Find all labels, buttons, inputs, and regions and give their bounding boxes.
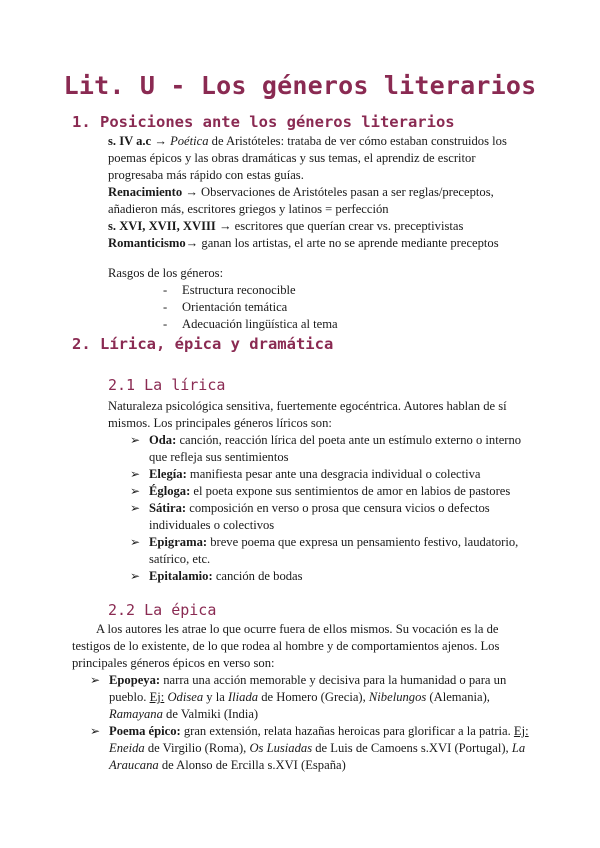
list-item: - Adecuación lingüística al tema (163, 316, 528, 333)
text: de Valmiki (India) (162, 707, 259, 721)
work-title: Eneida (109, 741, 145, 755)
lirica-body (108, 398, 530, 585)
rasgos-block (108, 265, 528, 333)
list-item (130, 432, 530, 466)
text: de Alonso de Ercilla s.XVI (España) (158, 758, 346, 772)
work-title: La Araucana (109, 741, 526, 772)
work-title: Odisea (167, 690, 204, 704)
subsection-heading-epica: 2.2 La épica (108, 601, 217, 619)
work-poetica: Poética (170, 134, 209, 148)
lirica-intro: Naturaleza psicológica sensitiva, fuertemente egocéntrica. Autores hablan de sí mismos. Los principales géneros líricos son: (108, 399, 507, 430)
text-poetica: de Aristóteles: trataba de ver cómo estaban construidos los poemas épicos y las obras dramáticas y sus temas, el aprendiz de escritor progresaba más rápido con estas guías. (108, 134, 507, 182)
text-renacimiento: Observaciones de Aristóteles pasan a ser reglas/preceptos, añadieron más, escritores griegos y latinos = perfección (108, 185, 494, 216)
paragraph-renacimiento (108, 184, 528, 218)
section-heading-2: 2. Lírica, épica y dramática (72, 335, 334, 353)
list-item (130, 483, 530, 500)
term-siglo-iv: s. IV a.c (108, 134, 152, 148)
definition: narra una acción memorable y decisiva para la humanidad o para un pueblo. (109, 673, 507, 704)
term: Epopeya: (109, 673, 161, 687)
arrow-icon: → (185, 236, 199, 250)
list-item (90, 723, 530, 774)
list-item: - Orientación temática (163, 299, 528, 316)
term-renacimiento: Renacimiento (108, 185, 183, 199)
arrow-bullet-icon: ➢ (130, 569, 141, 583)
list-item: - Estructura reconocible (163, 282, 528, 299)
term: Sátira: (149, 501, 187, 515)
list-item (130, 534, 530, 568)
work-title: Ramayana (109, 707, 163, 721)
term: Oda: (149, 433, 177, 447)
work-title: Iliada (227, 690, 259, 704)
term: Epigrama: (149, 535, 208, 549)
text-siglos: escritores que querían crear vs. preceptivistas (231, 219, 464, 233)
definition: composición en verso o prosa que censura vicios o defectos individuales o colectivos (149, 501, 490, 532)
definition: gran extensión, relata hazañas heroicas para glorificar a la patria. (180, 724, 514, 738)
term: Epitalamio: (149, 569, 213, 583)
text-romanticismo: ganan los artistas, el arte no se aprende mediante preceptos (198, 236, 499, 250)
rasgos-list (163, 282, 528, 333)
text: y la (203, 690, 228, 704)
list-item (130, 466, 530, 483)
paragraph-romanticismo (108, 235, 528, 252)
arrow-bullet-icon: ➢ (130, 501, 141, 515)
definition: breve poema que expresa un pensamiento festivo, laudatorio, satírico, etc. (149, 535, 519, 566)
arrow-bullet-icon: ➢ (90, 673, 101, 687)
term: Poema épico: (109, 724, 181, 738)
arrow-icon: → (218, 219, 232, 233)
text: de Homero (Grecia), (258, 690, 369, 704)
lirica-list (130, 432, 530, 585)
arrow-bullet-icon: ➢ (130, 535, 141, 549)
arrow-bullet-icon: ➢ (130, 467, 141, 481)
section-1-body (108, 133, 528, 252)
work-title: Os Lusiadas (249, 741, 313, 755)
paragraph-poetica (108, 133, 528, 184)
paragraph-siglos (108, 218, 528, 235)
rasgos-label: Rasgos de los géneros: (108, 266, 224, 280)
list-item (130, 568, 530, 585)
list-item (130, 500, 530, 534)
arrow-bullet-icon: ➢ (90, 724, 101, 738)
example-label: Ej: (513, 724, 529, 738)
definition: canción de bodas (212, 569, 303, 583)
term-siglos: s. XVI, XVII, XVIII (108, 219, 216, 233)
definition: manifiesta pesar ante una desgracia individual o colectiva (186, 467, 481, 481)
text: de Luis de Camoens s.XVI (Portugal), (312, 741, 512, 755)
definition: canción, reacción lírica del poeta ante un estímulo externo o interno que refleja sus sentimientos (149, 433, 522, 464)
arrow-bullet-icon: ➢ (130, 433, 141, 447)
epica-intro-text: A los autores les atrae lo que ocurre fuera de ellos mismos. Su vocación es la de testigos de lo existente, de lo que rodea al hombre y de comportamientos ajenos. Los principales géneros épicos en verso son: (72, 622, 500, 670)
arrow-bullet-icon: ➢ (130, 484, 141, 498)
epica-list (90, 672, 530, 774)
epica-body (72, 621, 530, 774)
arrow-icon: → (185, 185, 198, 199)
arrow-icon: → (154, 134, 167, 148)
term: Elegía: (149, 467, 187, 481)
text: (Alemania), (426, 690, 490, 704)
work-title: Nibelungos (368, 690, 427, 704)
subsection-heading-lirica: 2.1 La lírica (108, 376, 226, 394)
page-title: Lit. U - Los géneros literarios (63, 71, 537, 100)
term: Égloga: (149, 484, 191, 498)
section-heading-1: 1. Posiciones ante los géneros literarios (72, 113, 455, 131)
text: de Virgilio (Roma), (144, 741, 250, 755)
definition: el poeta expone sus sentimientos de amor en labios de pastores (190, 484, 511, 498)
term-romanticismo: Romanticismo (108, 236, 186, 250)
list-item (90, 672, 530, 723)
example-label: Ej: (149, 690, 165, 704)
epica-intro (72, 621, 530, 672)
